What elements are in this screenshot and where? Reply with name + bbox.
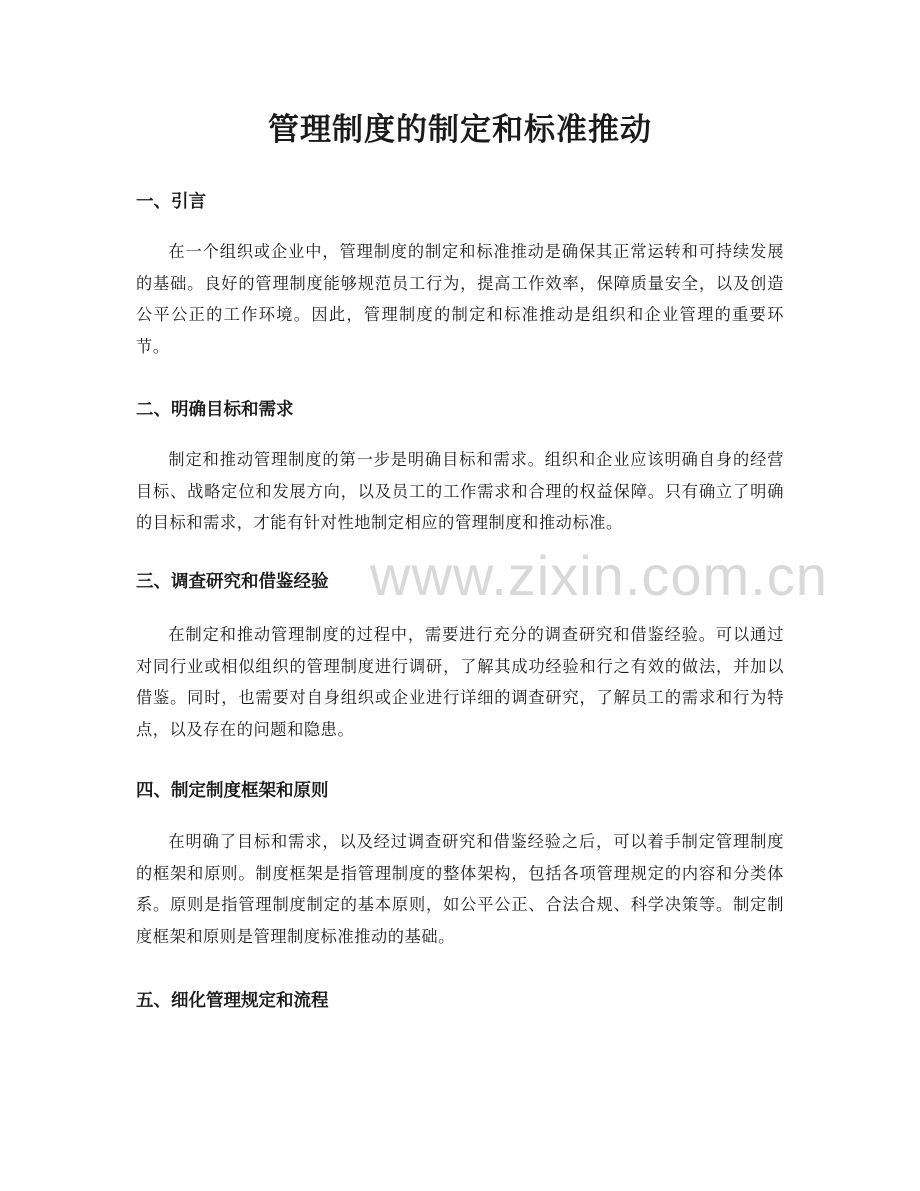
section-paragraph-intro: 在一个组织或企业中，管理制度的制定和标准推动是确保其正常运转和可持续发展的基础。良好的管理制度能够规范员工行为，提高工作效率，保障质量安全，以及创造公平公正的工作环境。因此，管理制度的制定和标准推动是组织和企业管理的重要环节。	[136, 242, 784, 357]
watermark-text: www.zixin.com.cn	[370, 544, 828, 607]
section-heading-intro: 一、引言	[136, 192, 206, 212]
document-title: 管理制度的制定和标准推动	[268, 112, 652, 148]
section-paragraph-framework: 在明确了目标和需求，以及经过调查研究和借鉴经验之后，可以着手制定管理制度的框架和原则。制度框架是指管理制度的整体架构，包括各项管理规定的内容和分类体系。原则是指管理制度制定的基本原则，如公平公正、合法合规、科学决策等。制定制度框架和原则是管理制度标准推动的基础。	[136, 832, 784, 947]
section-paragraph-goals: 制定和推动管理制度的第一步是明确目标和需求。组织和企业应该明确自身的经营目标、战略定位和发展方向，以及员工的工作需求和合理的权益保障。只有确立了明确的目标和需求，才能有针对性地制定相应的管理制度和推动标准。	[136, 450, 784, 533]
section-heading-research: 三、调查研究和借鉴经验	[136, 572, 329, 592]
section-heading-goals: 二、明确目标和需求	[136, 400, 294, 420]
section-paragraph-research: 在制定和推动管理制度的过程中，需要进行充分的调查研究和借鉴经验。可以通过对同行业或相似组织的管理制度进行调研，了解其成功经验和行之有效的做法，并加以借鉴。同时，也需要对自身组织或企业进行详细的调查研究，了解员工的需求和行为特点，以及存在的问题和隐患。	[136, 625, 784, 740]
section-heading-framework: 四、制定制度框架和原则	[136, 781, 329, 801]
section-heading-rules: 五、细化管理规定和流程	[136, 991, 329, 1011]
